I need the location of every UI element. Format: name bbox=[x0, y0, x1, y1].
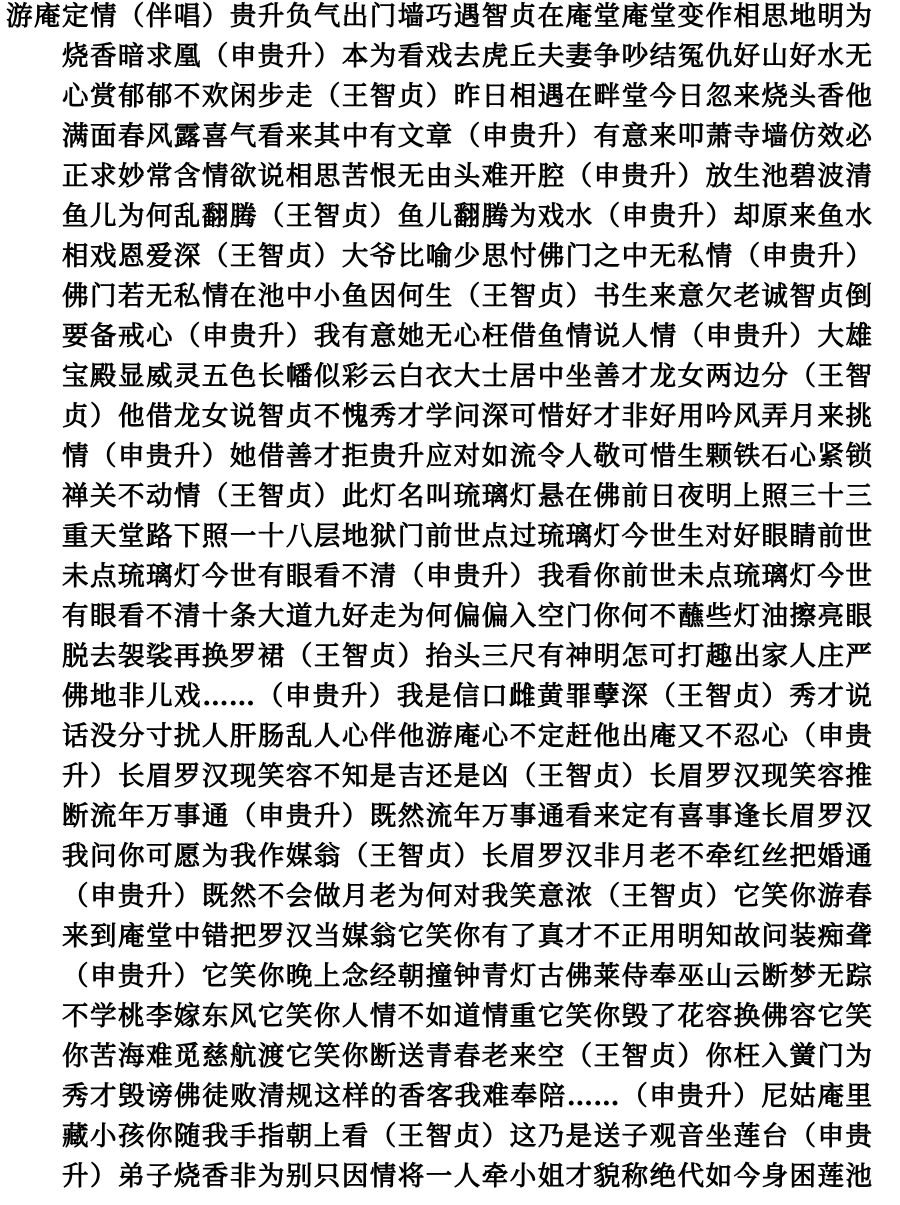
text-line: 佛门若无私情在池中小鱼因何生（王智贞）书生来意欠老诚智贞倒 bbox=[62, 281, 872, 312]
text-line: 满面春风露喜气看来其中有文章（申贵升）有意来叩萧寺墙仿效必 bbox=[62, 121, 872, 152]
text-line: 我问你可愿为我作媒翁（王智贞）长眉罗汉非月老不牵红丝把婚通 bbox=[62, 841, 872, 872]
text-line: （申贵升）它笑你晚上念经朝撞钟青灯古佛莱侍奉巫山云断梦无踪 bbox=[62, 961, 872, 992]
text-line: 藏小孩你随我手指朝上看（王智贞）这乃是送子观音坐莲台（申贵 bbox=[62, 1121, 872, 1152]
text-line: 正求妙常含情欲说相思苦恨无由头难开腔（申贵升）放生池碧波清 bbox=[62, 161, 872, 192]
text-line: 话没分寸扰人肝肠乱人心伴他游庵心不定赶他出庵又不忍心（申贵 bbox=[62, 721, 872, 752]
text-line: 来到庵堂中错把罗汉当媒翁它笑你有了真才不正用明知故问装痴聋 bbox=[62, 921, 872, 952]
text-line: 佛地非儿戏……（申贵升）我是信口雌黄罪孽深（王智贞）秀才说 bbox=[62, 681, 872, 712]
text-line: 你苦海难觅慈航渡它笑你断送青春老来空（王智贞）你枉入黉门为 bbox=[62, 1041, 872, 1072]
text-line: 要备戒心（申贵升）我有意她无心枉借鱼情说人情（申贵升）大雄 bbox=[62, 321, 872, 352]
text-line: 脱去袈裟再换罗裙（王智贞）抬头三尺有神明怎可打趣出家人庄严 bbox=[62, 641, 872, 672]
text-line: 烧香暗求凰（申贵升）本为看戏去虎丘夫妻争吵结冤仇好山好水无 bbox=[62, 41, 872, 72]
text-line: （申贵升）既然不会做月老为何对我笑意浓（王智贞）它笑你游春 bbox=[62, 881, 872, 912]
text-line: 不学桃李嫁东风它笑你人情不如道情重它笑你毁了花容换佛容它笑 bbox=[62, 1001, 872, 1032]
text-line: 游庵定情（伴唱）贵升负气出门墙巧遇智贞在庵堂庵堂变作相思地明为 bbox=[6, 1, 872, 32]
text-line: 情（申贵升）她借善才拒贵升应对如流令人敬可惜生颗铁石心紧锁 bbox=[62, 441, 872, 472]
text-line: 重天堂路下照一十八层地狱门前世点过琉璃灯今世生对好眼睛前世 bbox=[62, 521, 872, 552]
lyrics-text-block bbox=[6, 0, 872, 1197]
text-line: 未点琉璃灯今世有眼看不清（申贵升）我看你前世未点琉璃灯今世 bbox=[62, 561, 872, 592]
text-line: 鱼儿为何乱翻腾（王智贞）鱼儿翻腾为戏水（申贵升）却原来鱼水 bbox=[62, 201, 872, 232]
text-line: 贞）他借龙女说智贞不愧秀才学问深可惜好才非好用吟风弄月来挑 bbox=[62, 401, 872, 432]
text-line: 秀才毁谤佛徒败清规这样的香客我难奉陪……（申贵升）尼姑庵里 bbox=[62, 1081, 872, 1112]
text-line: 心赏郁郁不欢闲步走（王智贞）昨日相遇在畔堂今日忽来烧头香他 bbox=[62, 81, 872, 112]
text-line: 升）长眉罗汉现笑容不知是吉还是凶（王智贞）长眉罗汉现笑容推 bbox=[62, 761, 872, 792]
text-line: 有眼看不清十条大道九好走为何偏偏入空门你何不蘸些灯油擦亮眼 bbox=[62, 601, 872, 632]
text-line: 禅关不动情（王智贞）此灯名叫琉璃灯悬在佛前日夜明上照三十三 bbox=[62, 481, 872, 512]
text-line: 相戏恩爱深（王智贞）大爷比喻少思忖佛门之中无私情（申贵升） bbox=[62, 241, 872, 272]
text-line: 升）弟子烧香非为别只因情将一人牵小姐才貌称绝代如今身困莲池 bbox=[62, 1161, 872, 1192]
text-line: 断流年万事通（申贵升）既然流年万事通看来定有喜事逢长眉罗汉 bbox=[62, 801, 872, 832]
text-line: 宝殿显威灵五色长幡似彩云白衣大士居中坐善才龙女两边分（王智 bbox=[62, 361, 872, 392]
